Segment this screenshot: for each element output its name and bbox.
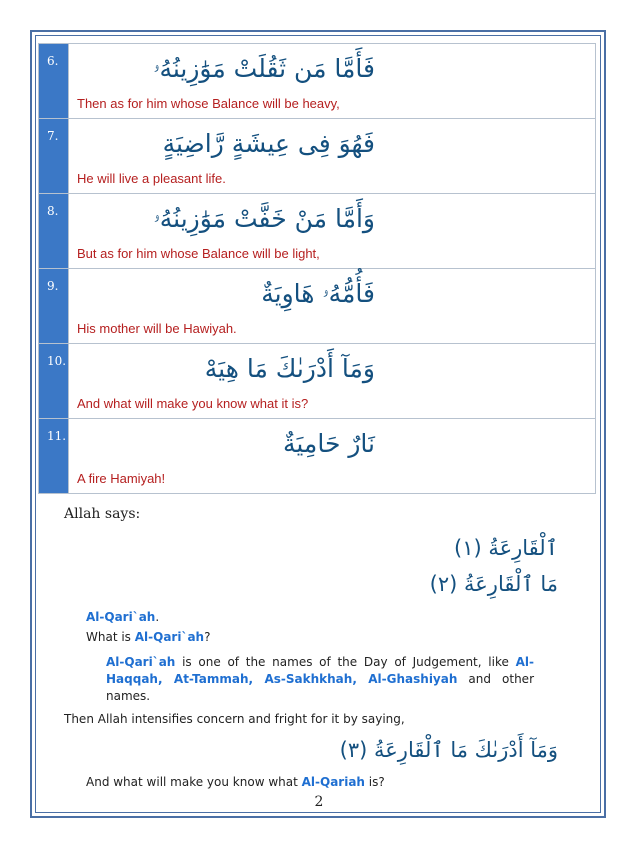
verse-english: A fire Hamiyah! [77,471,166,486]
line-end: ? [204,630,211,644]
verse-english: His mother will be Hawiyah. [77,321,237,336]
verse-number: 8. [39,194,69,269]
verse-number: 10. [39,344,69,419]
term-highlight: Al-Qari`ah [134,630,205,644]
verse-english: But as for him whose Balance will be light, [77,246,320,261]
line-prefix: And what will make you know what [86,775,302,789]
verse-arabic: وَمَآ أَدْرَىٰكَ مَا هِيَهْ [204,354,375,383]
term-highlight: Al-Haqqah, At-Tammah, As-Sakhkhah, Al-Ghashiyah [106,655,534,686]
what-is-line [86,630,210,644]
verse-number: 6. [39,44,69,119]
arabic-verse-3: وَمَآ أَدْرَىٰكَ مَا ٱلْقَارِعَةُ (٣) [339,738,558,762]
verse-english: He will live a pleasant life. [77,171,226,186]
verse-english: And what will make you know what it is? [77,396,309,411]
line-end: is? [364,775,385,789]
verse-row [39,419,596,494]
verse-arabic: فَهُوَ فِى عِيشَةٍ رَّاضِيَةٍ [162,129,375,158]
term-highlight: Al-Qari`ah [86,610,156,624]
verse-row [39,119,596,194]
note-mid: is one of the names of the Day of Judgement, like [175,655,516,669]
arabic-verse-1: ٱلْقَارِعَةُ (١) [453,536,558,560]
term-highlight: Al-Qari`ah [106,655,176,669]
verse-row [39,44,596,119]
verse-number: 11. [39,419,69,494]
verse-row [39,194,596,269]
verse-arabic: فَأَمَّا مَن ثَقُلَتْ مَوَٰزِينُهُۥ [153,54,375,83]
page-number: 2 [314,794,324,810]
verse-number: 7. [39,119,69,194]
line-end: . [155,610,160,624]
explanation-note [106,654,534,705]
verse-arabic: نَارٌ حَامِيَةٌ [282,429,375,458]
note-end: and other names. [106,672,534,703]
arabic-verse-2: مَا ٱلْقَارِعَةُ (٢) [429,572,558,596]
verse-row [39,344,596,419]
verse-row [39,269,596,344]
line-prefix: What is [86,630,135,644]
qariah-line [86,610,159,624]
intensify-text: Then Allah intensifies concern and fright for it by saying, [64,712,405,726]
term-highlight: Al-Qariah [301,775,365,789]
verse-arabic: وَأَمَّا مَنْ خَفَّتْ مَوَٰزِينُهُۥ [153,204,375,233]
verses-table [38,43,596,494]
verse-english: Then as for him whose Balance will be heavy, [77,96,340,111]
verse-number: 9. [39,269,69,344]
allah-says-text: Allah says: [64,506,141,522]
last-line [86,775,385,789]
verse-arabic: فَأُمُّهُۥ هَاوِيَةٌ [261,279,375,308]
